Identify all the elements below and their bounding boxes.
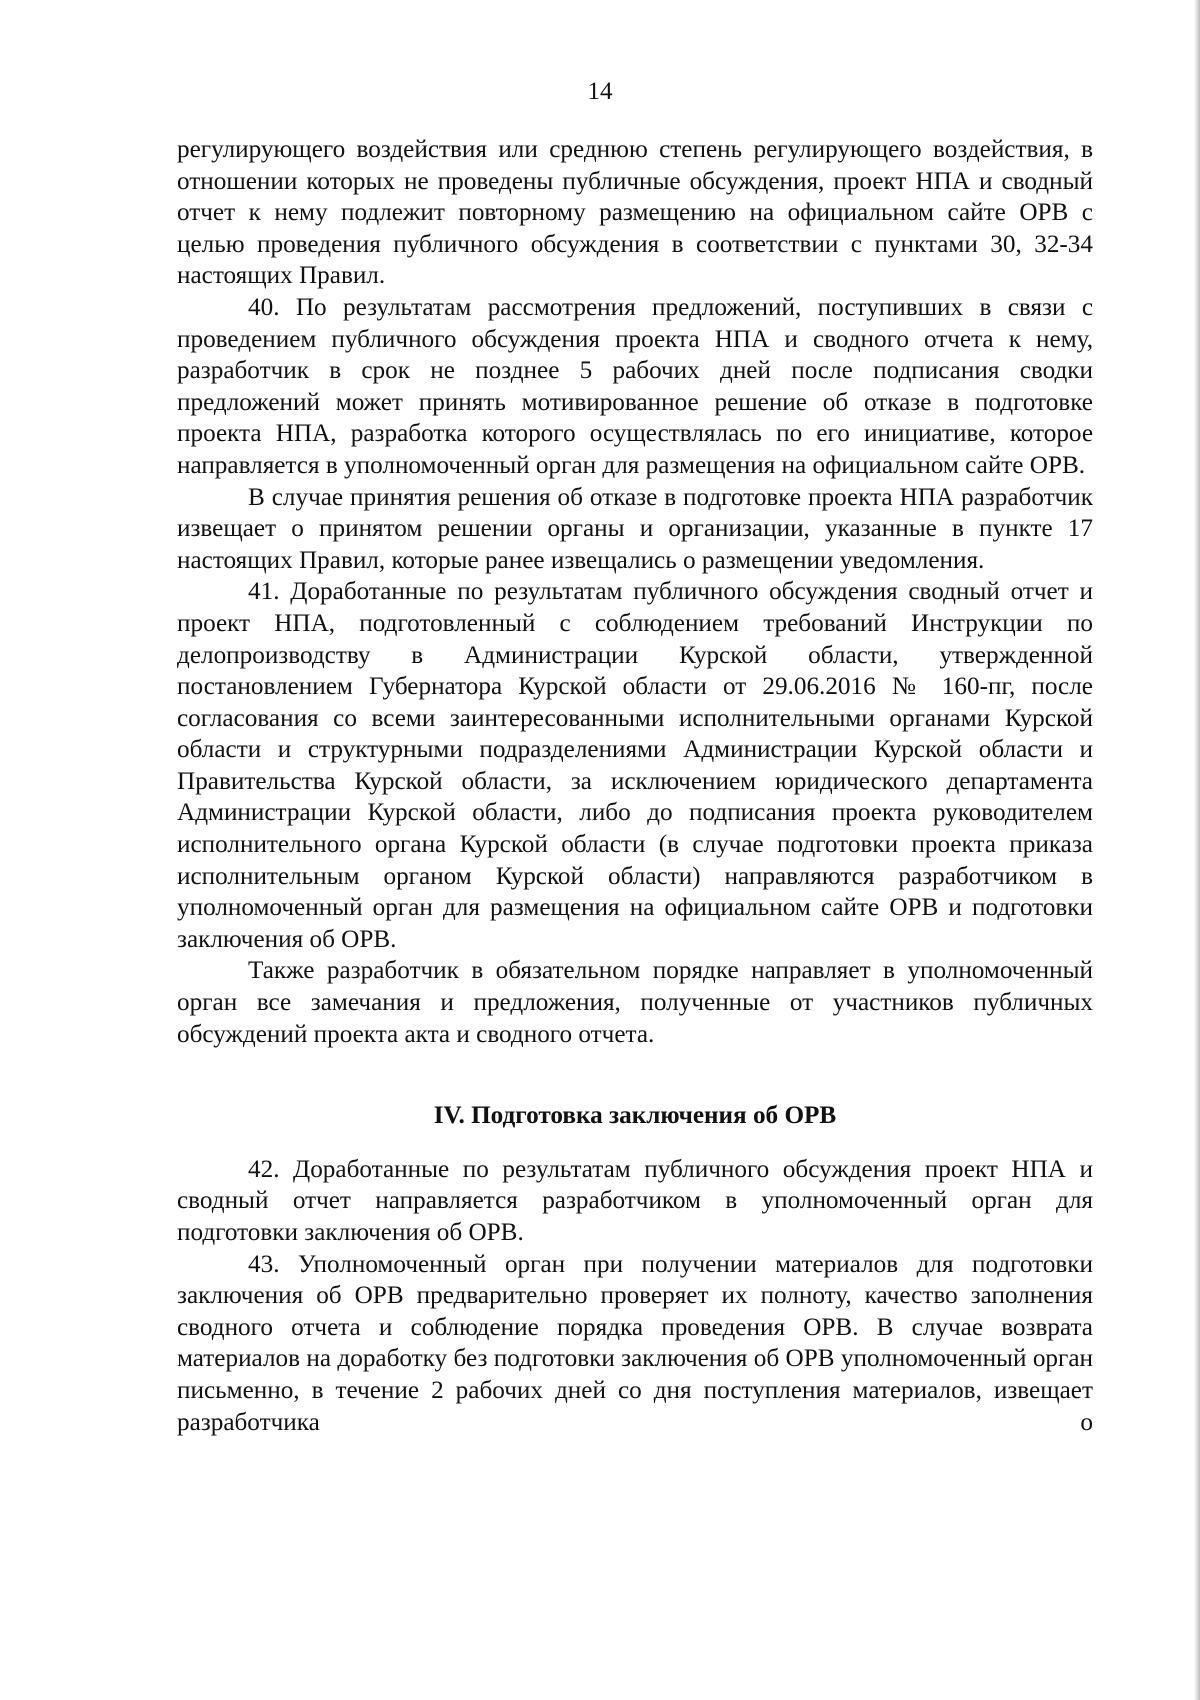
document-body	[177, 134, 1093, 1438]
section-heading: IV. Подготовка заключения об ОРВ	[433, 1102, 837, 1130]
paragraph-42: 42. Доработанные по результатам публичного обсуждения проект НПА и сводный отчет направляется разработчиком в уполномоченный орган для подготовки заключения об ОРВ.	[177, 1155, 1093, 1246]
paragraph-continuation: регулирующего воздействия или среднюю степень регулирующего воздействия, в отношении которых не проведены публичные обсуждения, проект НПА и сводный отчет к нему подлежит повторному размещению на официальном сайте ОРВ с целью проведения публичного обсуждения в соответствии с пунктами 30, 32-34 настоящих Правил.	[177, 136, 1093, 290]
page-number: 14	[587, 78, 613, 105]
scan-edge-shadow	[1194, 0, 1200, 1700]
paragraph-41: 41. Доработанные по результатам публичного обсуждения сводный отчет и проект НПА, подготовленный с соблюдением требований Инструкции по делопроизводству в Администрации Курской области, утвержденной постановлением Губернатора Курской области от 29.06.2016 № 160-пг, после согласования со всеми заинтересованными исполнительными органами Курской области и структурными подразделениями Администрации Курской области и Правительства Курской области, за исключением юридического департамента Администрации Курской области, либо до подписания проекта руководителем исполнительного органа Курской области (в случае подготовки проекта приказа исполнительным органом Курской области) направляются разработчиком в уполномоченный орган для размещения на официальном сайте ОРВ и подготовки заключения об ОРВ.	[177, 578, 1093, 953]
paragraph-40-refusal: В случае принятия решения об отказе в подготовке проекта НПА разработчик извещает о принятом решении органы и организации, указанные в пункте 17 настоящих Правил, которые ранее извещались о размещении уведомления.	[177, 483, 1093, 574]
paragraph-41-remarks: Также разработчик в обязательном порядке направляет в уполномоченный орган все замечания и предложения, полученные от участников публичных обсуждений проекта акта и сводного отчета.	[177, 957, 1093, 1048]
paragraph-40: 40. По результатам рассмотрения предложений, поступивших в связи с проведением публичного обсуждения проекта НПА и сводного отчета к нему, разработчик в срок не позднее 5 рабочих дней после подписания сводки предложений может принять мотивированное решение об отказе в подготовке проекта НПА, разработка которого осуществлялась по его инициативе, которое направляется в уполномоченный орган для размещения на официальном сайте ОРВ.	[177, 293, 1093, 479]
paragraph-43: 43. Уполномоченный орган при получении материалов для подготовки заключения об ОРВ предварительно проверяет их полноту, качество заполнения сводного отчета и соблюдение порядка проведения ОРВ. В случае возврата материалов на доработку без подготовки заключения об ОРВ уполномоченный орган письменно, в течение 2 рабочих дней со дня поступления материалов, извещает разработчика о	[177, 1250, 1093, 1436]
